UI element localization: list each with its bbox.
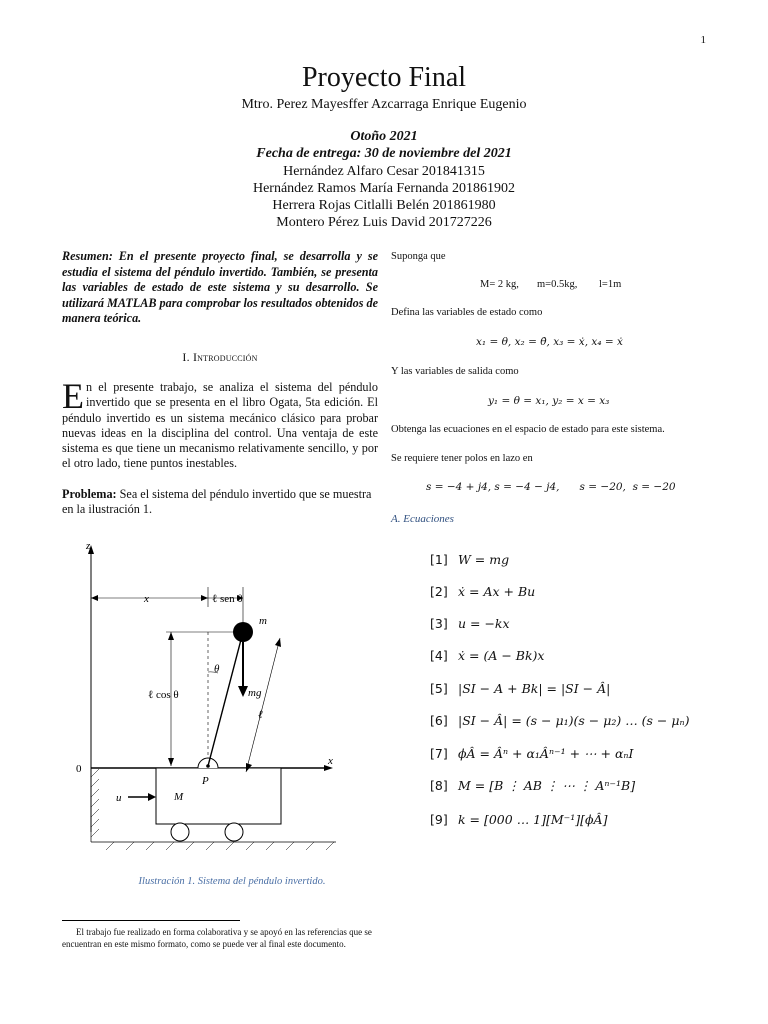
pendulum-mass-label: m <box>259 615 267 627</box>
z-axis-label: z <box>86 540 91 552</box>
page-number: 1 <box>700 34 706 46</box>
author: Hernández Alfaro Cesar 201841315 <box>283 164 485 179</box>
poles-text: Se requiere tener polos en lazo en <box>391 453 533 464</box>
equation-6: [6] |SI − Â| = (s − μ₁)(s − μ₂) … (s − μₙ) <box>430 713 690 728</box>
equation-8: [8] M = [B ⋮ AB ⋮ ⋯ ⋮ Aⁿ⁻¹B] <box>430 778 636 793</box>
l-cos-label: ℓ cos θ <box>148 689 179 701</box>
output-variables-equation: y₁ = θ = x₁, y₂ = x = x₃ <box>488 395 610 407</box>
poles-equation: s = −4 + j4, s = −4 − j4, s = −20, s = −20 <box>426 481 676 493</box>
equation-9: [9] k = [000 … 1][M⁻¹][ϕÂ] <box>430 812 608 827</box>
state-variables-equation: x₁ = θ, x₂ = θ̇, x₃ = ẋ, x₄ = ẋ <box>476 336 623 348</box>
section-heading <box>62 350 378 365</box>
term: Otoño 2021 <box>350 129 418 144</box>
footnote: El trabajo fue realizado en forma colaborativa y se apoyó en las referencias que se encuentran en este mismo formato, como se puede ver al final este documento. <box>62 927 372 949</box>
equation-2: [2] ẋ = Ax + Bu <box>430 584 536 599</box>
param-mass-cart: M= 2 kg, <box>480 279 519 290</box>
problem-label: Problema: <box>62 487 117 501</box>
paper-title: Proyecto Final <box>301 62 467 93</box>
drop-cap: E <box>62 376 84 416</box>
section-number: I. <box>182 350 190 364</box>
equation-4: [4] ẋ = (A − Bk)x <box>430 648 545 663</box>
equation-1: [1] W = mg <box>430 552 510 567</box>
figure-caption: Ilustración 1. Sistema del péndulo invertido. <box>138 876 326 887</box>
suppose-text: Suponga que <box>391 251 446 262</box>
cart-mass-label: M <box>174 791 184 803</box>
rod-length-label: ℓ <box>258 709 263 721</box>
advisor: Mtro. Perez Mayesffer Azcarraga Enrique Eugenio <box>241 97 527 112</box>
intro-text: n el presente trabajo, se analiza el sistema del péndulo invertido que se presenta en el libro Ogata, 5ta edición. El péndulo invertido es un sistema mecánico clásico para probar nuevas ideas en la disciplina del control. Una ventaja de este sistema es que tiene un mecanismo relativamente sencillo, y por el otro lado, tiene puntos inestables. <box>62 380 378 471</box>
obtain-text: Obtenga las ecuaciones en el espacio de estado para este sistema. <box>391 424 665 435</box>
section-title: Introducción <box>192 350 258 364</box>
due-date: Fecha de entrega: 30 de noviembre del 2021 <box>256 146 512 161</box>
define-state-text: Defina las variables de estado como <box>391 307 543 318</box>
abstract: Resumen: En el presente proyecto final, se desarrolla y se estudia el sistema del péndulo invertido. También, se presenta las variables de estado de este sistema y su desarrollo. Se utilizará MATLAB para comprobar los resultados obtenidos de manera teórica. <box>62 249 378 325</box>
author: Hernández Ramos María Fernanda 201861902 <box>252 181 516 196</box>
author: Montero Pérez Luis David 201727226 <box>276 215 492 230</box>
subsection-heading: A. Ecuaciones <box>391 513 454 525</box>
output-vars-text: Y las variables de salida como <box>391 366 519 377</box>
equation-3: [3] u = −kx <box>430 616 510 631</box>
pendulum-figure <box>66 532 366 867</box>
gravity-label: mg <box>248 687 262 699</box>
intro-paragraph <box>62 376 378 472</box>
l-sin-label: ℓ sen θ <box>212 593 243 605</box>
footnote-rule <box>62 920 240 921</box>
pivot-label: P <box>202 775 209 787</box>
cart-position-label: x <box>144 593 149 605</box>
force-label: u <box>116 792 122 804</box>
param-mass-pendulum: m=0.5kg, <box>537 279 578 290</box>
angle-label: θ <box>214 663 220 675</box>
origin-label: 0 <box>76 763 82 775</box>
x-axis-label: x <box>328 755 333 767</box>
problem-text: Sea el sistema del péndulo invertido que se muestra en la ilustración 1. <box>62 487 372 517</box>
problem-paragraph <box>62 487 378 518</box>
author: Herrera Rojas Citlalli Belén 201861980 <box>272 198 496 213</box>
equation-7: [7] ϕÂ = Âⁿ + α₁Âⁿ⁻¹ + ⋯ + αₙI <box>430 746 634 761</box>
param-length: l=1m <box>599 279 622 290</box>
equation-5: [5] |SI − A + Bk| = |SI − Â| <box>430 681 611 696</box>
